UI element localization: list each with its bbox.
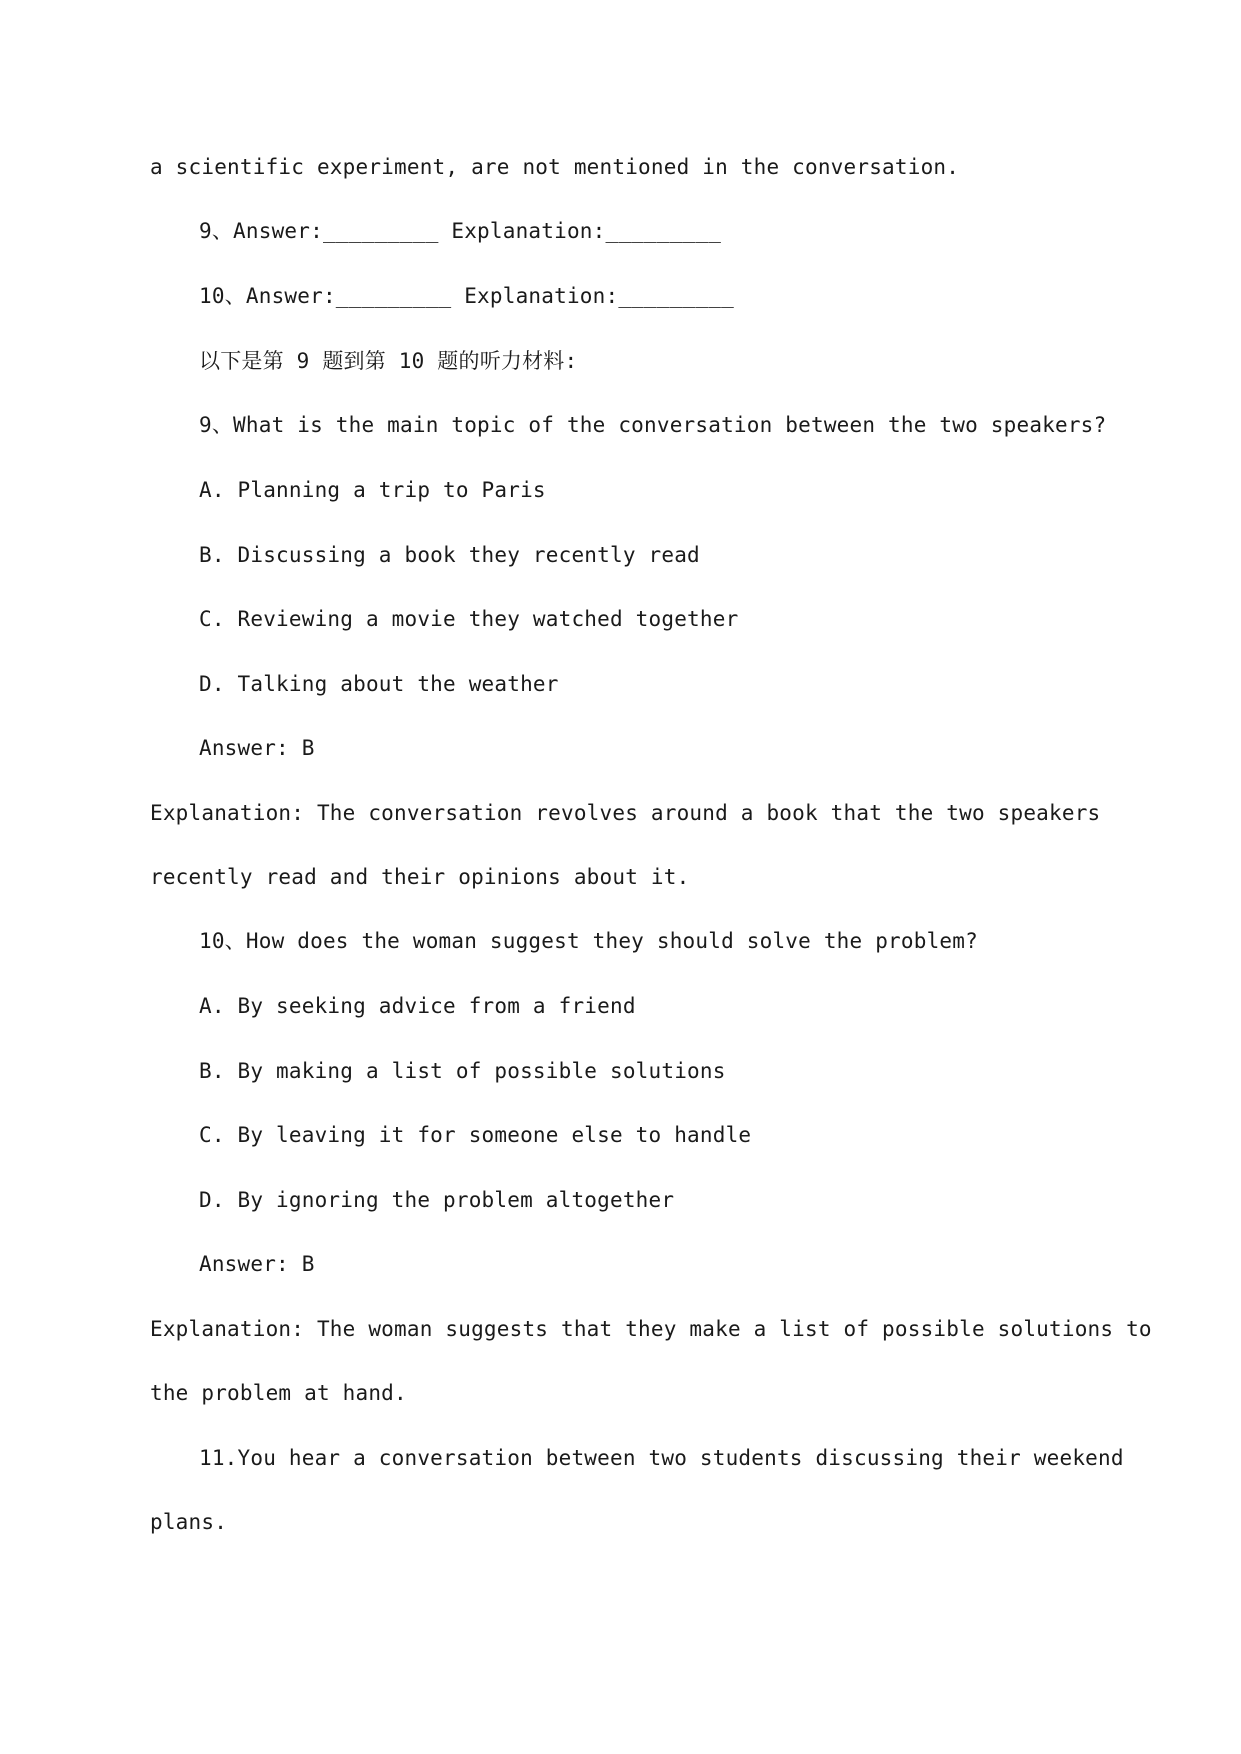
question-11-cont: plans.: [150, 1510, 228, 1534]
option-10b: B. By making a list of possible solutions: [199, 1059, 726, 1083]
listening-material-heading: 以下是第 9 题到第 10 题的听力材料:: [199, 349, 578, 373]
explanation-9-cont: recently read and their opinions about it.: [150, 865, 690, 889]
answer-blank-10: 10、Answer:_________ Explanation:_________: [199, 284, 734, 308]
answer-9: Answer: B: [199, 736, 315, 760]
question-11: 11.You hear a conversation between two students discussing their weekend: [199, 1446, 1124, 1470]
option-10c: C. By leaving it for someone else to handle: [199, 1123, 752, 1147]
option-9b: B. Discussing a book they recently read: [199, 543, 700, 567]
explanation-10: Explanation: The woman suggests that they make a list of possible solutions to: [150, 1317, 1152, 1341]
question-9: 9、What is the main topic of the conversation between the two speakers?: [199, 413, 1107, 437]
option-10d: D. By ignoring the problem altogether: [199, 1188, 675, 1212]
explanation-9: Explanation: The conversation revolves around a book that the two speakers: [150, 801, 1101, 825]
option-9c: C. Reviewing a movie they watched together: [199, 607, 739, 631]
option-9d: D. Talking about the weather: [199, 672, 559, 696]
answer-blank-9: 9、Answer:_________ Explanation:_________: [199, 219, 722, 243]
option-10a: A. By seeking advice from a friend: [199, 994, 636, 1018]
continuation-text: a scientific experiment, are not mentioned in the conversation.: [150, 155, 960, 179]
option-9a: A. Planning a trip to Paris: [199, 478, 546, 502]
answer-10: Answer: B: [199, 1252, 315, 1276]
question-10: 10、How does the woman suggest they should solve the problem?: [199, 929, 978, 953]
explanation-10-cont: the problem at hand.: [150, 1381, 407, 1405]
